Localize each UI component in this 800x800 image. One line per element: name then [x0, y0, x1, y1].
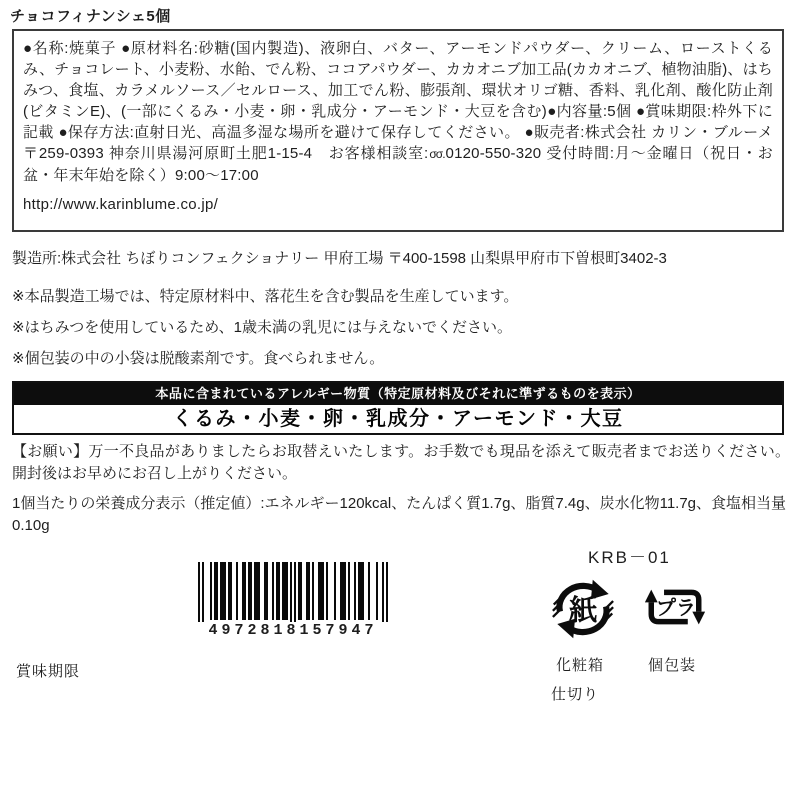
- spec-paragraph: [23, 38, 773, 186]
- plastic-recycle-icon: [645, 586, 705, 633]
- paper-mark-label-divider: 仕切り: [551, 686, 600, 703]
- note-honey-warning: ※はちみつを使用しているため、1歳未満の乳児には与えないでください。: [12, 319, 513, 336]
- spec-text: ●名称:焼菓子 ●原材料名:砂糖(国内製造)、液卵白、バター、アーモンドパウダー、クリーム、ローストくるみ、チョコレート、小麦粉、水飴、でん粉、ココアパウダー、カカオニブ加工品(カカオニブ、植物油脂)、はちみつ、食塩、カラメルソース／セルロース、加工でん粉、膨張剤、環状オリゴ糖、香料、乳化剤、酸化防止剤(ビタミンE)、(一部にくるみ・小麦・卵・乳成分・アーモンド・大豆を含む)●内容量:5個 ●賞味期限:枠外下に記載 ●保存方法:直射日光、高温多湿な場所を避けて保存してください。 ●販売者:株式会社 カリン・ブルーメ 〒259-0393 神奈川県湯河原町土肥1-15-4 お客様相談室:: [23, 40, 773, 162]
- allergen-list: くるみ・小麦・卵・乳成分・アーモンド・大豆: [14, 405, 782, 433]
- label-spec-box: [12, 29, 784, 232]
- product-code: KRB－01: [588, 548, 671, 567]
- request-paragraph: 【お願い】万一不良品がありましたらお取替えいたします。お手数でも現品を添えて販売者までお送りください。開封後はお早めにお召し上がりください。: [12, 443, 790, 482]
- paper-mark-label-box: 化粧箱: [556, 657, 605, 674]
- allergen-header: 本品に含まれているアレルギー物質（特定原材料及びそれに準ずるものを表示）: [14, 383, 782, 405]
- phone-and-hours: 0120-550-320 受付時間:月～金曜日（祝日・お盆・年末年始を除く）9:00～17:00: [23, 145, 773, 184]
- note-oxygen-absorber-warning: ※個包装の中の小袋は脱酸素剤です。食べられません。: [12, 350, 385, 367]
- paper-mark-kanji: 紙: [568, 594, 598, 627]
- barcode-number: 4972818157947: [198, 622, 388, 639]
- product-title: チョコフィナンシェ5個: [10, 8, 171, 25]
- plastic-mark-text: プラ: [655, 597, 696, 620]
- barcode-bars: [198, 562, 388, 628]
- company-url: http://www.karinblume.co.jp/: [23, 196, 219, 213]
- manufacturer-line: 製造所:株式会社 ちぼりコンフェクショナリー 甲府工場 〒400-1598 山梨県甲府市下曽根町3402-3: [12, 250, 667, 267]
- note-peanut-warning: ※本品製造工場では、特定原材料中、落花生を含む製品を生産しています。: [12, 288, 519, 305]
- barcode: [198, 562, 388, 639]
- allergen-box: [12, 381, 784, 435]
- plastic-mark-label: 個包装: [648, 657, 697, 674]
- paper-recycle-icon: [552, 578, 614, 645]
- freedial-phone-icon: σσ.: [429, 147, 445, 161]
- expiry-date-label: 賞味期限: [16, 663, 81, 680]
- nutrition-facts-line: 1個当たりの栄養成分表示（推定値）:エネルギー120kcal、たんぱく質1.7g、脂質7.4g、炭水化物11.7g、食塩相当量0.10g: [12, 495, 787, 534]
